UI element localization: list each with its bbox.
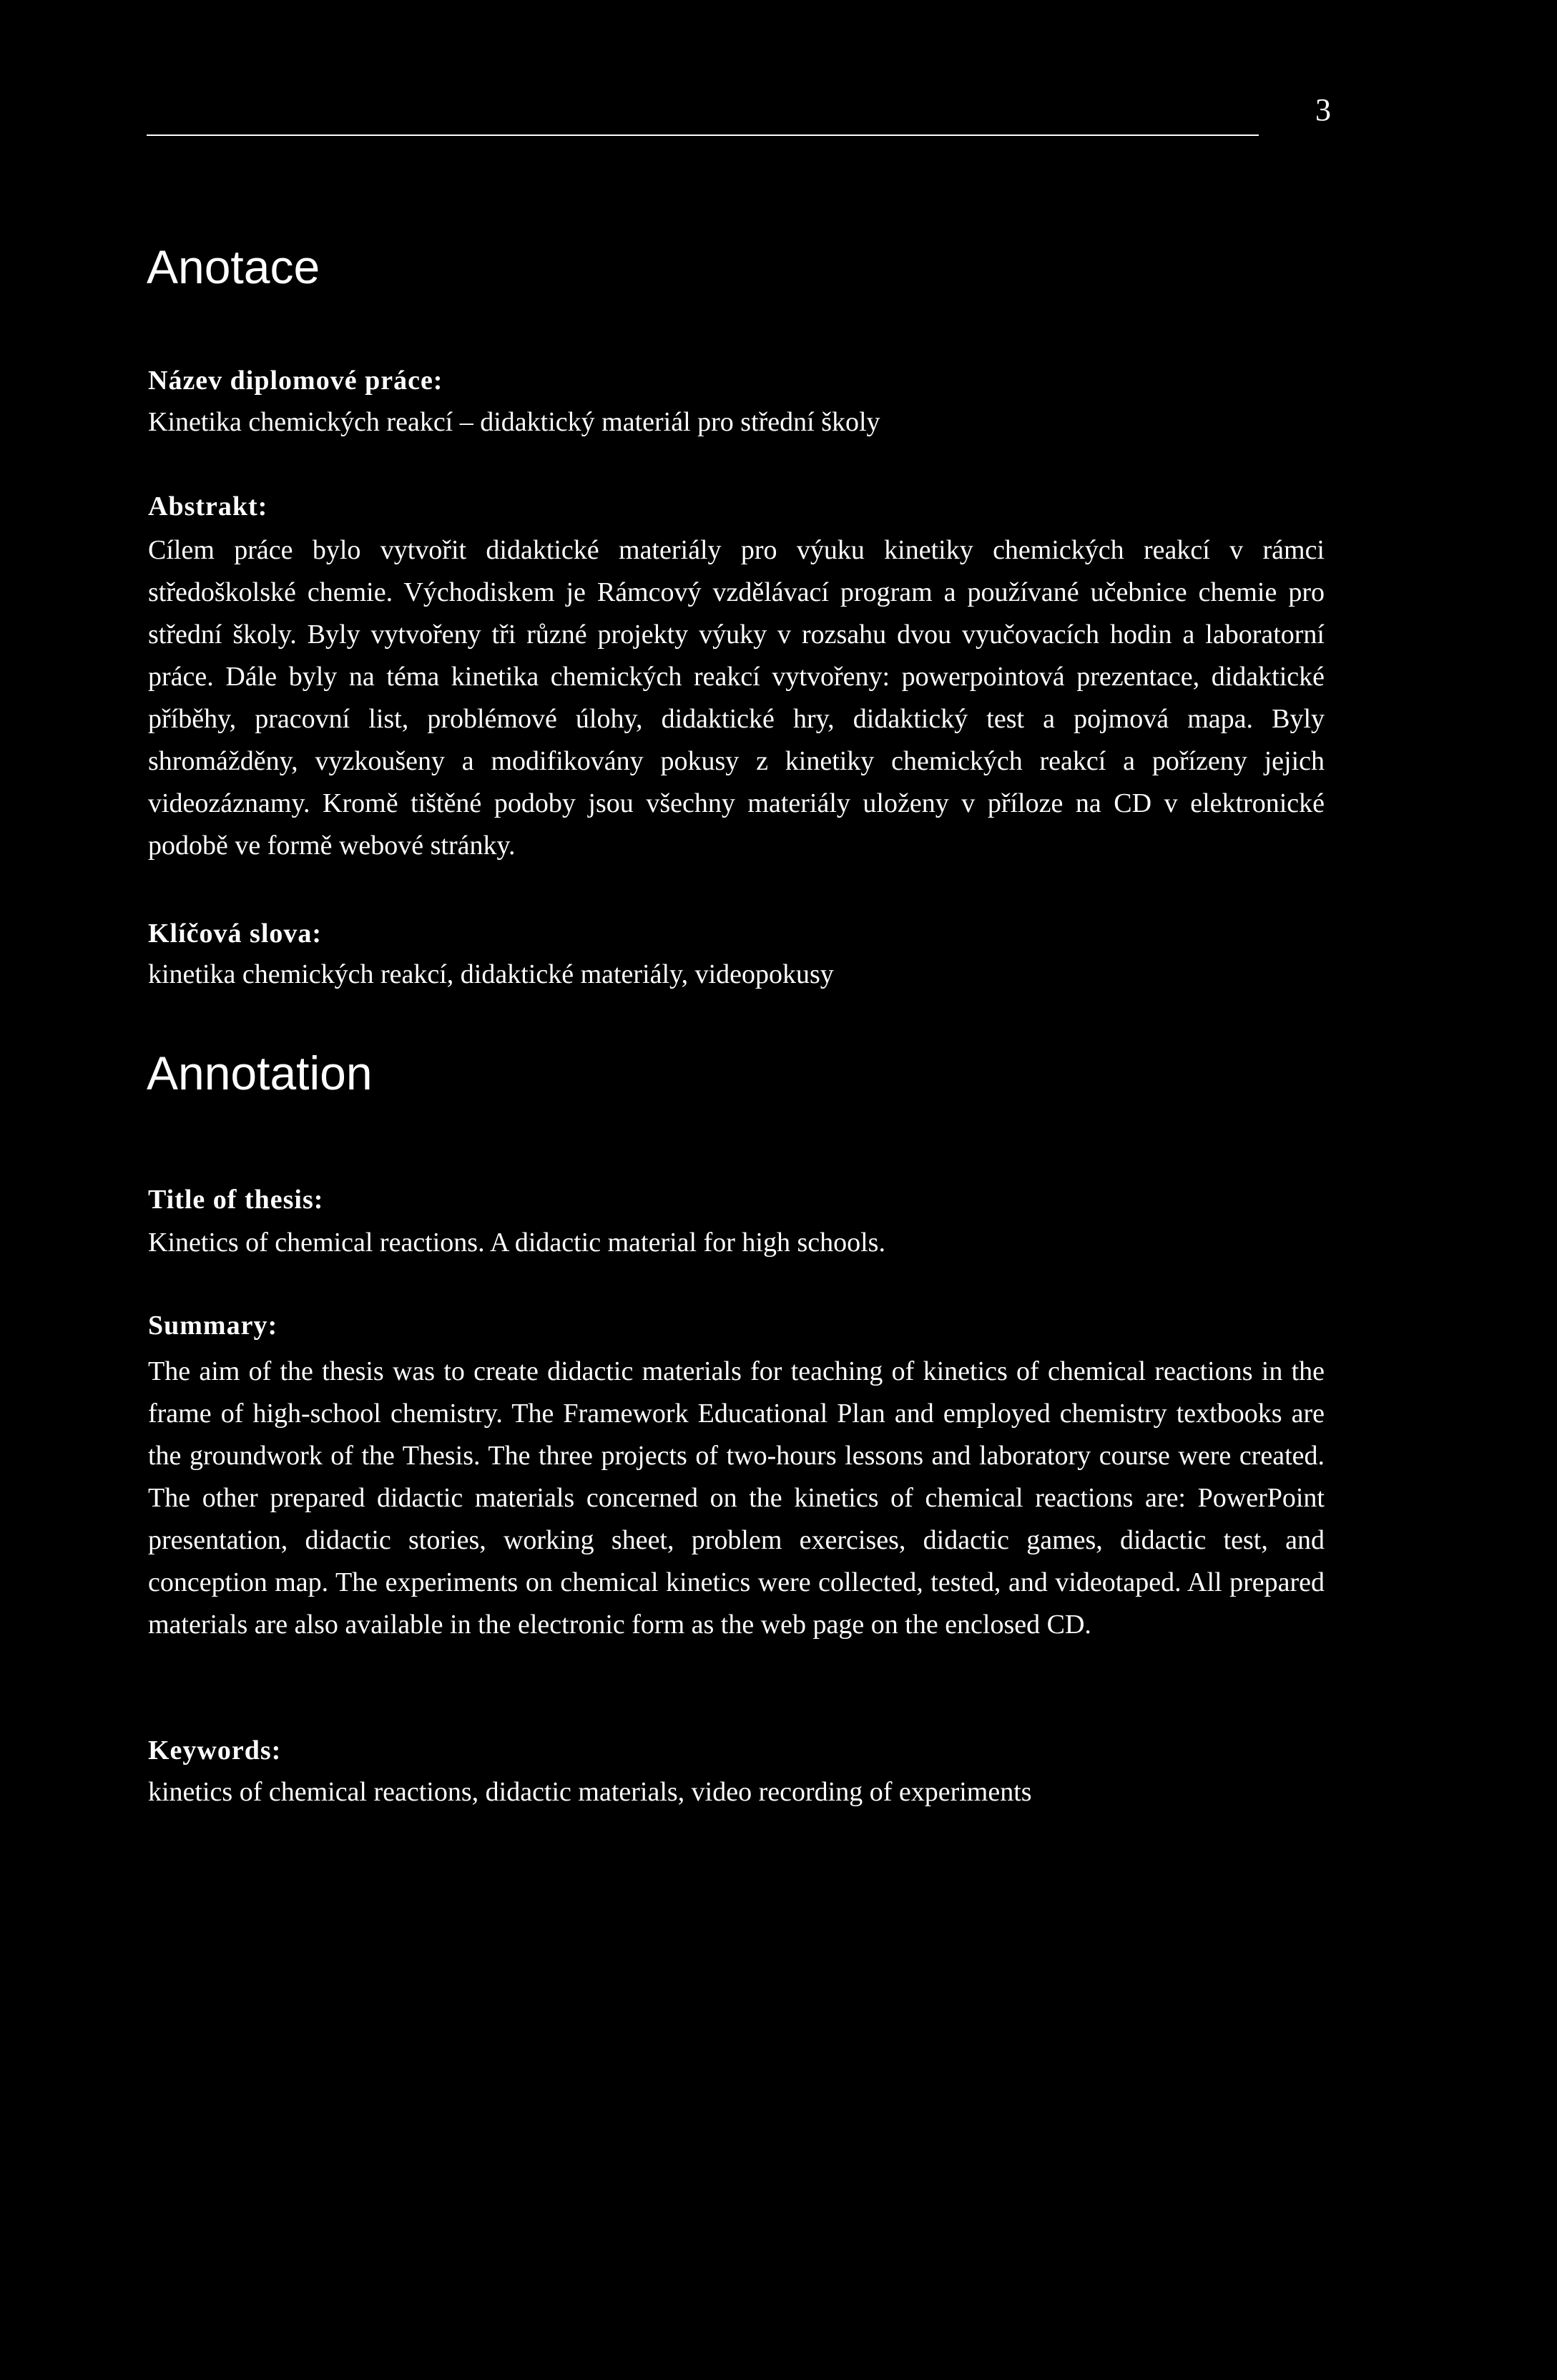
czech-keywords-value: kinetika chemických reakcí, didaktické materiály, videopokusy [148,959,834,989]
header-rule [147,134,1259,136]
czech-title-value: Kinetika chemických reakcí – didaktický materiál pro střední školy [148,407,880,437]
english-keywords-label: Keywords: [148,1735,282,1766]
english-keywords-value: kinetics of chemical reactions, didactic materials, video recording of experiments [148,1777,1032,1807]
czech-keywords-label: Klíčová slova: [148,919,323,949]
czech-abstract-text: Cílem práce bylo vytvořit didaktické materiály pro výuku kinetiky chemických reakcí v rámci středoškolské chemie. Východiskem je Rámcový vzdělávací program a používané učebnice chemie pro střední školy. Byly vytvořeny tři různé projekty výuky v rozsahu dvou vyučovacích hodin a laboratorní práce. Dále byly na téma kinetika chemických reakcí vytvořeny: powerpointová prezentace, didaktické příběhy, pracovní list, problémové úlohy, didaktické hry, didaktický test a pojmová mapa. Byly shromážděny, vyzkoušeny a modifikovány pokusy z kinetiky chemických reakcí a pořízeny jejich videozáznamy. Kromě tištěné podoby jsou všechny materiály uloženy v příloze na CD v elektronické podobě ve formě webové stránky. [148,535,1325,861]
czech-title-label: Název diplomové práce: [148,366,443,396]
english-summary-label: Summary: [148,1311,278,1341]
english-title-value: Kinetics of chemical reactions. A didactic material for high schools. [148,1228,885,1258]
czech-abstract-label: Abstrakt: [148,491,268,521]
english-summary-text: The aim of the thesis was to create didactic materials for teaching of kinetics of chemical reactions in the frame of high-school chemistry. The Framework Educational Plan and employed chemistry textbooks are the groundwork of the Thesis. The three projects of two-hours lessons and laboratory course were created. The other prepared didactic materials concerned on the kinetics of chemical reactions are: PowerPoint presentation, didactic stories, working sheet, problem exercises, didactic games, didactic test, and conception map. The experiments on chemical kinetics were collected, tested, and videotaped. All prepared materials are also available in the electronic form as the web page on the enclosed CD. [148,1356,1325,1640]
english-title-label: Title of thesis: [148,1185,324,1215]
czech-section-heading: Anotace [147,240,320,293]
page-number: 3 [1315,92,1331,127]
english-section-heading: Annotation [147,1047,373,1100]
